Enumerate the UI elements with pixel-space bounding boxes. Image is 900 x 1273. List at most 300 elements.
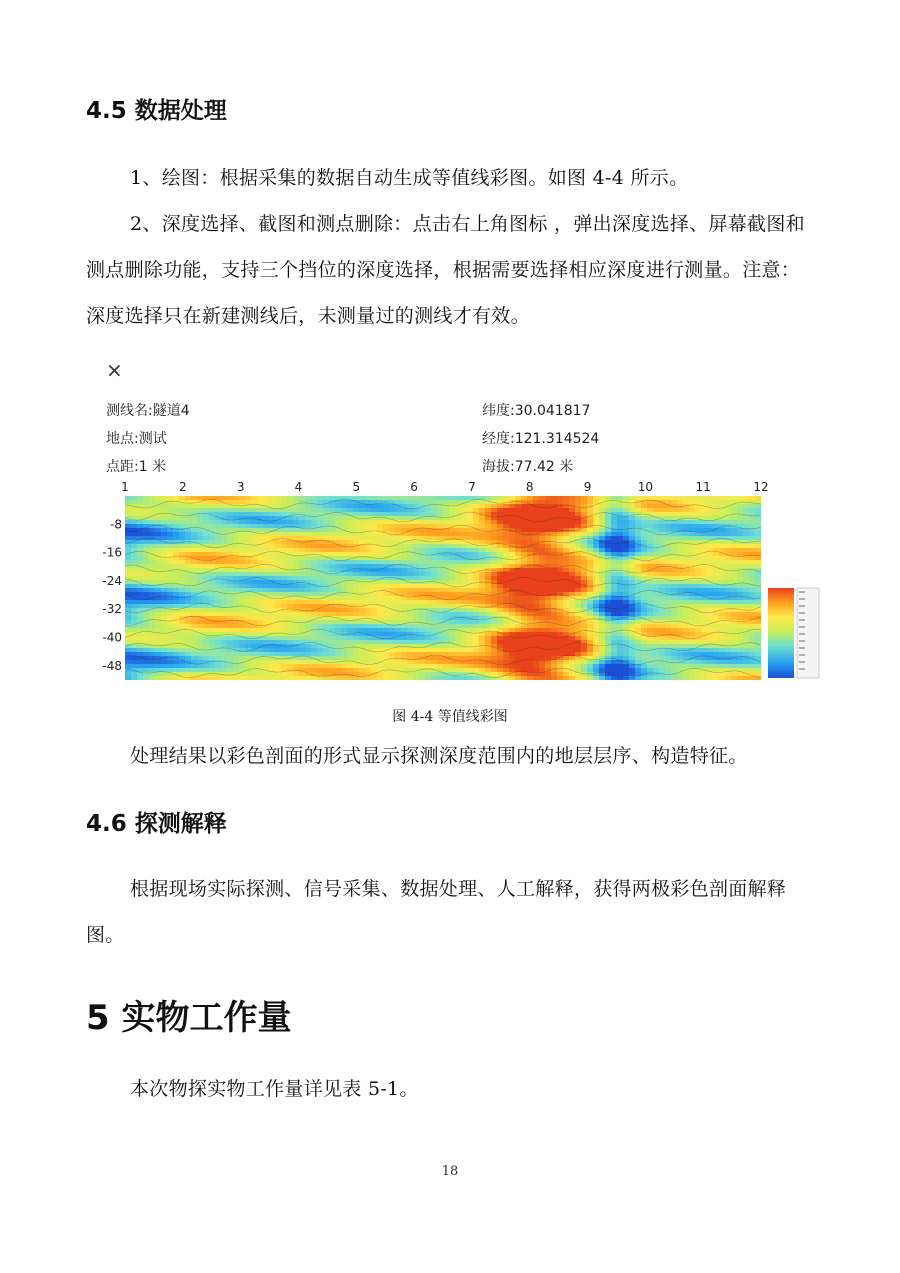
heatmap-cell	[503, 584, 510, 589]
heatmap-cell	[743, 600, 750, 605]
heatmap-cell	[605, 552, 612, 557]
heatmap-cell	[377, 652, 384, 657]
heatmap-cell	[593, 532, 600, 537]
heatmap-cell	[431, 672, 438, 677]
heatmap-cell	[161, 596, 168, 601]
heatmap-cell	[725, 676, 732, 681]
heatmap-cell	[683, 560, 690, 565]
heatmap-cell	[149, 520, 156, 525]
heatmap-cell	[287, 500, 294, 505]
heatmap-cell	[395, 664, 402, 669]
heatmap-cell	[323, 544, 330, 549]
heatmap-cell	[533, 600, 540, 605]
heatmap-cell	[431, 556, 438, 561]
heatmap-cell	[227, 636, 234, 641]
heatmap-cell	[443, 496, 450, 501]
heatmap-cell	[287, 496, 294, 501]
heatmap-cell	[263, 536, 270, 541]
heatmap-cell	[239, 564, 246, 569]
heatmap-cell	[299, 564, 306, 569]
heatmap-cell	[125, 604, 132, 609]
heatmap-cell	[581, 588, 588, 593]
heatmap-cell	[191, 508, 198, 513]
heatmap-cell	[389, 528, 396, 533]
heatmap-cell	[347, 612, 354, 617]
heatmap-cell	[563, 504, 570, 509]
heatmap-cell	[479, 604, 486, 609]
heatmap-cell	[563, 548, 570, 553]
heatmap-cell	[479, 584, 486, 589]
heatmap-cell	[743, 548, 750, 553]
heatmap-cell	[521, 600, 528, 605]
heatmap-cell	[335, 608, 342, 613]
heatmap-cell	[293, 556, 300, 561]
heatmap-cell	[275, 628, 282, 633]
heatmap-cell	[527, 524, 534, 529]
heatmap-cell	[581, 524, 588, 529]
heatmap-cell	[317, 560, 324, 565]
heatmap-cell	[275, 540, 282, 545]
heatmap-cell	[545, 572, 552, 577]
heatmap-cell	[623, 672, 630, 677]
heatmap-cell	[635, 660, 642, 665]
heatmap-cell	[377, 580, 384, 585]
heatmap-cell	[527, 588, 534, 593]
heatmap-cell	[503, 604, 510, 609]
heatmap-cell	[353, 636, 360, 641]
heatmap-cell	[455, 608, 462, 613]
heatmap-cell	[659, 568, 666, 573]
heatmap-cell	[371, 608, 378, 613]
heatmap-cell	[551, 552, 558, 557]
heatmap-cell	[593, 552, 600, 557]
heatmap-cell	[299, 500, 306, 505]
heatmap-cell	[719, 588, 726, 593]
heatmap-cell	[299, 664, 306, 669]
heatmap-cell	[191, 612, 198, 617]
heatmap-cell	[479, 524, 486, 529]
heatmap-cell	[695, 664, 702, 669]
heatmap-cell	[671, 560, 678, 565]
heatmap-cell	[599, 676, 606, 681]
heatmap-cell	[671, 572, 678, 577]
heatmap-cell	[557, 512, 564, 517]
heatmap-cell	[197, 516, 204, 521]
heatmap-cell	[689, 520, 696, 525]
heatmap-cell	[143, 624, 150, 629]
heatmap-cell	[245, 584, 252, 589]
heatmap-cell	[401, 628, 408, 633]
heatmap-cell	[341, 636, 348, 641]
heatmap-cell	[521, 496, 528, 501]
heatmap-cell	[233, 668, 240, 673]
heatmap-cell	[341, 520, 348, 525]
heatmap-cell	[497, 616, 504, 621]
heatmap-cell	[335, 504, 342, 509]
heatmap-cell	[677, 600, 684, 605]
heatmap-cell	[533, 636, 540, 641]
heatmap-cell	[449, 612, 456, 617]
heatmap-cell	[311, 644, 318, 649]
heatmap-cell	[173, 632, 180, 637]
heatmap-cell	[431, 652, 438, 657]
heatmap-cell	[617, 652, 624, 657]
heatmap-cell	[563, 568, 570, 573]
heatmap-cell	[203, 604, 210, 609]
heatmap-cell	[641, 564, 648, 569]
heatmap-cell	[407, 612, 414, 617]
heatmap-cell	[443, 648, 450, 653]
heatmap-cell	[665, 676, 672, 681]
heatmap-cell	[317, 516, 324, 521]
heatmap-cell	[311, 536, 318, 541]
heatmap-cell	[359, 508, 366, 513]
heatmap-cell	[257, 652, 264, 657]
heatmap-cell	[605, 496, 612, 501]
heatmap-cell	[557, 676, 564, 681]
heatmap-cell	[497, 524, 504, 529]
heatmap-cell	[521, 512, 528, 517]
heatmap-cell	[755, 504, 762, 509]
heatmap-cell	[737, 652, 744, 657]
heatmap-cell	[449, 580, 456, 585]
heatmap-cell	[317, 500, 324, 505]
heatmap-cell	[539, 560, 546, 565]
heatmap-cell	[611, 496, 618, 501]
heatmap-cell	[317, 572, 324, 577]
heatmap-cell	[653, 656, 660, 661]
heatmap-cell	[155, 652, 162, 657]
heatmap-cell	[425, 612, 432, 617]
heatmap-cell	[473, 536, 480, 541]
heatmap-cell	[275, 648, 282, 653]
heatmap-cell	[491, 520, 498, 525]
heatmap-cell	[497, 656, 504, 661]
heatmap-cell	[587, 532, 594, 537]
heatmap-cell	[233, 548, 240, 553]
heatmap-cell	[587, 652, 594, 657]
heatmap-cell	[731, 660, 738, 665]
heatmap-cell	[179, 636, 186, 641]
heatmap-cell	[683, 536, 690, 541]
heatmap-cell	[563, 656, 570, 661]
heatmap-cell	[455, 648, 462, 653]
heatmap-cell	[743, 508, 750, 513]
heatmap-cell	[611, 516, 618, 521]
heatmap-cell	[659, 608, 666, 613]
heatmap-cell	[539, 516, 546, 521]
heatmap-cell	[347, 576, 354, 581]
heatmap-cell	[239, 600, 246, 605]
heatmap-cell	[383, 616, 390, 621]
heatmap-cell	[485, 524, 492, 529]
heatmap-cell	[359, 564, 366, 569]
heatmap-cell	[305, 608, 312, 613]
heatmap-cell	[197, 520, 204, 525]
heatmap-cell	[389, 572, 396, 577]
heatmap-cell	[683, 584, 690, 589]
heatmap-cell	[197, 608, 204, 613]
heatmap-cell	[725, 588, 732, 593]
heatmap-cell	[587, 592, 594, 597]
heatmap-cell	[209, 672, 216, 677]
heatmap-cell	[545, 580, 552, 585]
heatmap-cell	[467, 636, 474, 641]
heatmap-cell	[569, 536, 576, 541]
heatmap-cell	[665, 632, 672, 637]
heatmap-cell	[467, 560, 474, 565]
heatmap-cell	[287, 532, 294, 537]
heatmap-cell	[545, 548, 552, 553]
heatmap-cell	[509, 592, 516, 597]
heatmap-cell	[485, 624, 492, 629]
heatmap-cell	[149, 620, 156, 625]
heatmap-cell	[539, 548, 546, 553]
heatmap-cell	[137, 500, 144, 505]
figure-caption: 图 4-4 等值线彩图	[392, 709, 508, 725]
heatmap-cell	[161, 576, 168, 581]
heatmap-cell	[143, 588, 150, 593]
heatmap-cell	[641, 664, 648, 669]
heatmap-cell	[287, 628, 294, 633]
heatmap-cell	[185, 560, 192, 565]
heatmap-cell	[617, 528, 624, 533]
heatmap-cell	[179, 508, 186, 513]
heatmap-cell	[671, 664, 678, 669]
heatmap-cell	[485, 612, 492, 617]
heatmap-cell	[623, 544, 630, 549]
heatmap-cell	[317, 576, 324, 581]
heatmap-cell	[281, 608, 288, 613]
heatmap-cell	[257, 588, 264, 593]
heatmap-cell	[323, 568, 330, 573]
heatmap-cell	[557, 560, 564, 565]
heatmap-cell	[191, 548, 198, 553]
heatmap-cell	[629, 548, 636, 553]
heatmap-cell	[341, 572, 348, 577]
heatmap-cell	[395, 536, 402, 541]
heatmap-cell	[467, 516, 474, 521]
heatmap-cell	[497, 584, 504, 589]
heatmap-cell	[383, 580, 390, 585]
heatmap-cell	[557, 636, 564, 641]
heatmap-cell	[701, 672, 708, 677]
heatmap-cell	[263, 508, 270, 513]
heatmap-cell	[389, 660, 396, 665]
heatmap-cell	[629, 552, 636, 557]
heatmap-cell	[605, 668, 612, 673]
heatmap-cell	[245, 612, 252, 617]
heatmap-cell	[455, 516, 462, 521]
heatmap-cell	[473, 504, 480, 509]
paragraph-drawing: 1、绘图：根据采集的数据自动生成等值线彩图。如图 4-4 所示。	[130, 167, 689, 189]
heatmap-cell	[659, 536, 666, 541]
heatmap-cell	[293, 568, 300, 573]
heatmap-cell	[281, 604, 288, 609]
heatmap-cell	[683, 616, 690, 621]
heatmap-cell	[443, 504, 450, 509]
heatmap-cell	[707, 672, 714, 677]
heatmap-cell	[605, 600, 612, 605]
heatmap-cell	[653, 668, 660, 673]
heatmap-cell	[707, 548, 714, 553]
heatmap-cell	[179, 556, 186, 561]
heatmap-cell	[449, 536, 456, 541]
heatmap-cell	[473, 624, 480, 629]
heatmap-cell	[305, 508, 312, 513]
heatmap-cell	[161, 568, 168, 573]
heatmap-cell	[389, 628, 396, 633]
heatmap-cell	[335, 652, 342, 657]
heatmap-cell	[539, 508, 546, 513]
heatmap-cell	[305, 504, 312, 509]
heatmap-cell	[707, 600, 714, 605]
heatmap-cell	[233, 672, 240, 677]
heatmap-cell	[293, 528, 300, 533]
heatmap-cell	[581, 644, 588, 649]
heatmap-cell	[695, 512, 702, 517]
heatmap-cell	[125, 648, 132, 653]
heatmap-cell	[149, 560, 156, 565]
heatmap-cell	[443, 632, 450, 637]
heatmap-cell	[287, 520, 294, 525]
heatmap-cell	[437, 548, 444, 553]
heatmap-cell	[503, 656, 510, 661]
heatmap-cell	[557, 668, 564, 673]
heatmap-cell	[485, 552, 492, 557]
heatmap-cell	[413, 520, 420, 525]
heatmap-cell	[365, 548, 372, 553]
heatmap-cell	[251, 612, 258, 617]
heatmap-cell	[155, 548, 162, 553]
heatmap-cell	[563, 672, 570, 677]
heatmap-cell	[647, 516, 654, 521]
y-tick-label: -40	[102, 630, 122, 645]
heatmap-cell	[431, 540, 438, 545]
heatmap-cell	[413, 672, 420, 677]
heatmap-cell	[293, 584, 300, 589]
heatmap-cell	[161, 664, 168, 669]
heatmap-cell	[281, 528, 288, 533]
heatmap-cell	[677, 548, 684, 553]
heatmap-cell	[413, 560, 420, 565]
heatmap-cell	[509, 612, 516, 617]
heatmap-cell	[323, 532, 330, 537]
heatmap-cell	[581, 620, 588, 625]
heatmap-cell	[263, 568, 270, 573]
heatmap-cell	[341, 588, 348, 593]
heatmap-cell	[449, 496, 456, 501]
heatmap-cell	[569, 560, 576, 565]
heatmap-cell	[311, 668, 318, 673]
heatmap-cell	[155, 636, 162, 641]
heatmap-cell	[449, 520, 456, 525]
heatmap-cell	[467, 640, 474, 645]
heatmap-cell	[449, 624, 456, 629]
heatmap-cell	[593, 668, 600, 673]
heatmap-cell	[275, 604, 282, 609]
heatmap-cell	[629, 640, 636, 645]
heatmap-cell	[191, 516, 198, 521]
heatmap-cell	[473, 584, 480, 589]
heatmap-cell	[491, 636, 498, 641]
heatmap-cell	[329, 576, 336, 581]
heatmap-cell	[269, 592, 276, 597]
heatmap-cell	[401, 552, 408, 557]
heatmap-cell	[269, 616, 276, 621]
heatmap-cell	[713, 552, 720, 557]
heatmap-cell	[299, 636, 306, 641]
heatmap-cell	[167, 648, 174, 653]
heatmap-cell	[593, 564, 600, 569]
heatmap-cell	[407, 532, 414, 537]
heatmap-cell	[275, 652, 282, 657]
heatmap-cell	[311, 548, 318, 553]
heatmap-cell	[335, 628, 342, 633]
heatmap-cell	[455, 632, 462, 637]
heatmap-cell	[479, 520, 486, 525]
heatmap-cell	[653, 596, 660, 601]
heatmap-cell	[569, 516, 576, 521]
heatmap-cell	[629, 668, 636, 673]
heatmap-cell	[491, 624, 498, 629]
heatmap-cell	[479, 612, 486, 617]
heatmap-cell	[659, 648, 666, 653]
heatmap-cell	[581, 604, 588, 609]
heatmap-cell	[509, 628, 516, 633]
heatmap-cell	[395, 620, 402, 625]
heatmap-cell	[431, 572, 438, 577]
heatmap-cell	[341, 508, 348, 513]
heatmap-cell	[623, 572, 630, 577]
heatmap-cell	[713, 636, 720, 641]
heatmap-cell	[497, 544, 504, 549]
heatmap-cell	[683, 496, 690, 501]
heatmap-cell	[353, 536, 360, 541]
heatmap-cell	[545, 536, 552, 541]
heatmap-cell	[479, 652, 486, 657]
heatmap-cell	[359, 560, 366, 565]
heatmap-cell	[653, 520, 660, 525]
heatmap-cell	[377, 644, 384, 649]
heatmap-cell	[257, 628, 264, 633]
heatmap-cell	[509, 652, 516, 657]
heatmap-cell	[485, 520, 492, 525]
heatmap-cell	[689, 628, 696, 633]
heatmap-cell	[437, 628, 444, 633]
heatmap-cell	[323, 496, 330, 501]
heatmap-cell	[335, 640, 342, 645]
heatmap-cell	[701, 560, 708, 565]
heatmap-cell	[419, 576, 426, 581]
heatmap-cell	[347, 600, 354, 605]
heatmap-cell	[545, 520, 552, 525]
heatmap-cell	[197, 504, 204, 509]
heatmap-cell	[299, 508, 306, 513]
heatmap-cell	[347, 652, 354, 657]
heatmap-cell	[575, 560, 582, 565]
heatmap-cell	[743, 644, 750, 649]
heatmap-cell	[341, 624, 348, 629]
heatmap-cell	[269, 640, 276, 645]
heatmap-cell	[749, 564, 756, 569]
heatmap-cell	[713, 568, 720, 573]
heatmap-cell	[401, 660, 408, 665]
heatmap-cell	[347, 520, 354, 525]
heatmap-cell	[365, 596, 372, 601]
heatmap-cell	[641, 548, 648, 553]
heatmap-cell	[755, 672, 762, 677]
